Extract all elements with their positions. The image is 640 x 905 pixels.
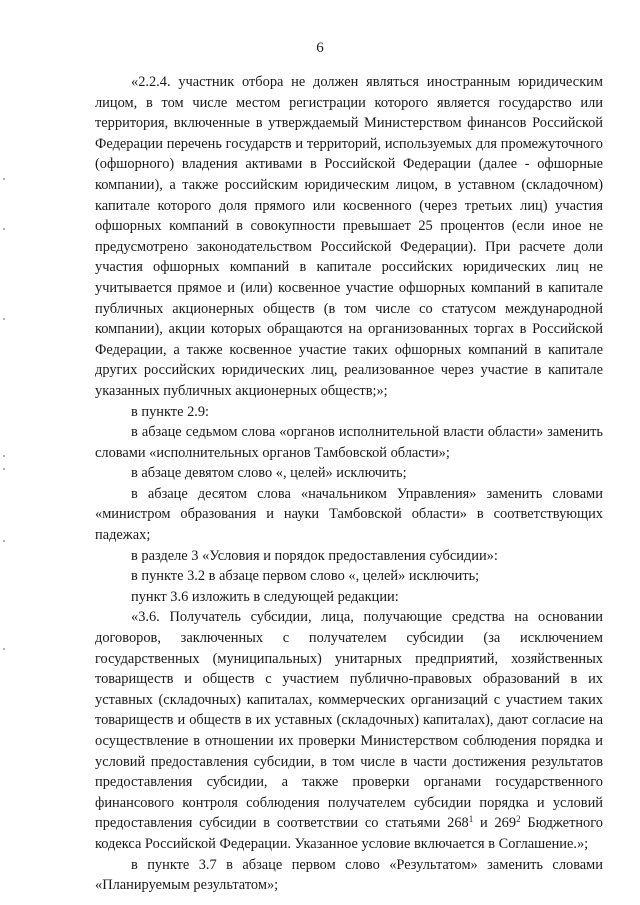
- paragraph-item-3-7: в пункте 3.7 в абзаце первом слово «Результатом» заменить словами «Планируемым результатом»;: [95, 856, 603, 894]
- margin-binding-marks: [3, 0, 7, 905]
- paragraph-item-3-6-intro: пункт 3.6 изложить в следующей редакции:: [131, 588, 399, 605]
- page-number: 6: [316, 40, 324, 56]
- paragraph-section-3: в разделе 3 «Условия и порядок предоставления субсидии»:: [131, 547, 498, 564]
- paragraph-3-6-text: «3.6. Получатель субсидии, лица, получающие средства на основании договоров, заключенных с получателем субсидии (за исключением государственных (муниципальных) унитарных предприятий, хозяйственных товариществ и обществ с участием публично-правовых образований в их уставных (складочных) капиталах, коммерческих организаций с участием таких товариществ и обществ в их уставных (складочных) капиталах), дают согласие на осуществление в отношении их проверки Министерством соблюдения порядка и условий предоставления субсидии, в том числе в части достижения результатов предоставления субсидии, а также проверки органами государственного финансового контроля соблюдения получателем субсидии порядка и условий предоставления субсидии в соответствии со статьями $268^1$ и $269^2$ Бюджетного кодекса Российской Федерации. Указанное условие включается в Соглашение.»;: [95, 609, 603, 852]
- paragraph-item-3-2: в пункте 3.2 в абзаце первом слово «, целей» исключить;: [131, 568, 480, 585]
- paragraph-item-2-9: в пункте 2.9:: [131, 403, 210, 420]
- paragraph-amend-7: в абзаце седьмом слова «органов исполнительной власти области» заменить словами «исполнительных органов Тамбовской области»;: [95, 424, 603, 461]
- paragraph-amend-9: в абзаце девятом слово «, целей» исключить;: [131, 465, 407, 482]
- paragraph-2-2-4: «2.2.4. участник отбора не должен являться иностранным юридическим лицом, в том числе местом регистрации которого является государство или территория, включенные в утверждаемый Министерством финансов Российской Федерации перечень государств и территорий, используемых для промежуточного (офшорного) владения активами в Российской Федерации (далее - офшорные компании), а также российским юридическим лицом, в уставном (складочном) капитале которого доля прямого или косвенного (через третьих лиц) участия офшорных компаний в совокупности превышает 25 процентов (если иное не предусмотрено законодательством Российской Федерации). При расчете доли участия офшорных компаний в капитале российских юридических лиц не учитывается прямое и (или) косвенное участие офшорных компаний в капитале публичных акционерных обществ (в том числе со статусом международной компании), акции которых обращаются на организованных торгах в Российской Федерации, а также косвенное участие таких офшорных компаний в капитале других российских юридических лиц, реализованное через участие в капитале указанных публичных акционерных обществ;»;: [95, 74, 603, 399]
- paragraph-amend-10: в абзаце десятом слова «начальником Управления» заменить словами «министром образования и науки Тамбовской области» в соответствующих падежах;: [95, 485, 603, 544]
- document-body: [95, 72, 603, 896]
